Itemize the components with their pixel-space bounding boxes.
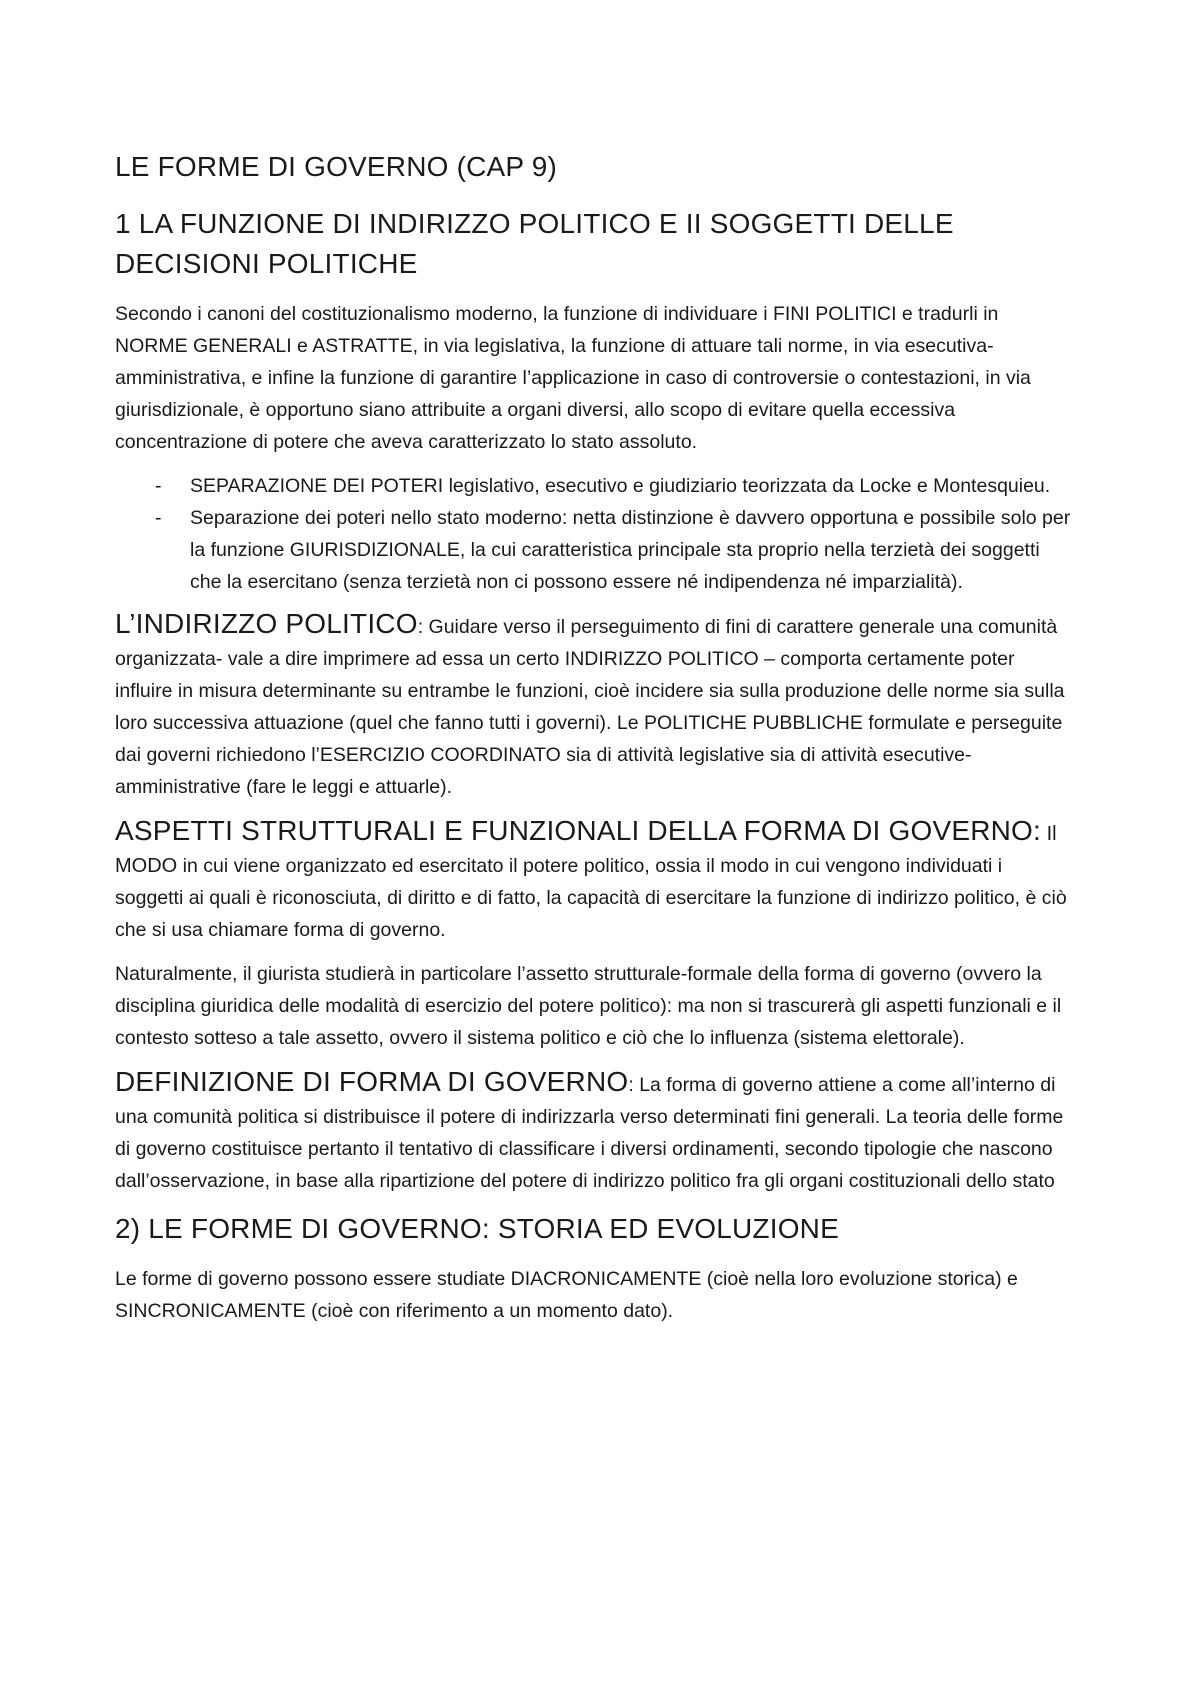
aspetti-paragraph bbox=[115, 815, 1075, 946]
aspetti-paragraph-2: Naturalmente, il giurista studierà in particolare l’assetto strutturale-formale della forma di governo (ovvero la disciplina giuridica delle modalità di esercizio del potere politico): ma non si trascurerà gli aspetti funzionali e il contesto sotteso a tale assetto, ovvero il sistema politico e ciò che lo influenza (sistema elettorale). bbox=[115, 963, 1062, 1049]
indirizzo-paragraph bbox=[115, 608, 1075, 803]
aspetti-text: in cui viene organizzato ed esercitato il potere politico, ossia il modo in cui vengono individuati i soggetti ai quali è riconosciuta, di diritto e di fatto, la capacità di esercitare la funzione di indirizzo politico, è ciò che si usa chiamare forma di governo. bbox=[115, 855, 1067, 941]
aspetti-heading: ASPETTI STRUTTURALI E FUNZIONALI DELLA FORMA DI GOVERNO: bbox=[115, 815, 1042, 846]
document-title: LE FORME DI GOVERNO (CAP 9) bbox=[115, 151, 558, 182]
list-item-text: SEPARAZIONE DEI POTERI legislativo, esecutivo e giudiziario teorizzata da Locke e Montesquieu. bbox=[190, 475, 1051, 497]
definizione-heading: DEFINIZIONE DI FORMA DI GOVERNO bbox=[115, 1066, 629, 1097]
aspetti-lead: Il MODO bbox=[115, 823, 1057, 877]
indirizzo-text: : Guidare verso il perseguimento di fini di carattere generale una comunità organizzata- vale a dire imprimere ad essa un certo INDIRIZZO POLITICO – comporta certamente poter influire in misura determinante su entrambe le funzioni, cioè incidere sia sulla produzione delle norme sia sulla loro successiva attuazione (quel che fanno tutti i governi). Le POLITICHE PUBBLICHE formulate e perseguite dai governi richiedono l’ESERCIZIO COORDINATO sia di attività legislative sia di attività esecutive-amministrative (fare le leggi e attuarle). bbox=[115, 616, 1065, 798]
list-item-text: Separazione dei poteri nello stato moderno: netta distinzione è davvero opportuna e possibile solo per la funzione GIURISDIZIONALE, la cui caratteristica principale sta proprio nella terzietà dei soggetti che la esercitano (senza terzietà non ci possono essere né indipendenza né imparzialità). bbox=[190, 507, 1071, 593]
section2-heading: 2) LE FORME DI GOVERNO: STORIA ED EVOLUZIONE bbox=[115, 1213, 839, 1244]
separation-list bbox=[115, 470, 1075, 598]
indirizzo-heading: L’INDIRIZZO POLITICO bbox=[115, 608, 418, 639]
section2-paragraph: Le forme di governo possono essere studiate DIACRONICAMENTE (cioè nella loro evoluzione storica) e SINCRONICAMENTE (cioè con riferimento a un momento dato). bbox=[115, 1268, 1018, 1322]
list-dash: - bbox=[155, 475, 162, 497]
list-item bbox=[115, 470, 1075, 502]
list-dash: - bbox=[155, 507, 162, 529]
section1-paragraph: Secondo i canoni del costituzionalismo moderno, la funzione di individuare i FINI POLITICI e tradurli in NORME GENERALI e ASTRATTE, in via legislativa, la funzione di attuare tali norme, in via esecutiva-amministrativa, e infine la funzione di garantire l’applicazione in caso di controversie o contestazioni, in via giurisdizionale, è opportuno siano attribuite a organi diversi, allo scopo di evitare quella eccessiva concentrazione di potere che aveva caratterizzato lo stato assoluto. bbox=[115, 303, 1031, 453]
section1-heading: 1 LA FUNZIONE DI INDIRIZZO POLITICO E II SOGGETTI DELLE DECISIONI POLITICHE bbox=[115, 208, 954, 279]
definizione-text: : La forma di governo attiene a come all’interno di una comunità politica si distribuisce il potere di indirizzarla verso determinati fini generali. La teoria delle forme di governo costituisce pertanto il tentativo di classificare i diversi ordinamenti, secondo tipologie che nascono dall’osservazione, in base alla ripartizione del potere di indirizzo politico fra gli organi costituzionali dello stato bbox=[115, 1074, 1064, 1192]
definizione-paragraph bbox=[115, 1066, 1075, 1197]
list-item bbox=[115, 502, 1075, 598]
document-page bbox=[115, 150, 1075, 1339]
